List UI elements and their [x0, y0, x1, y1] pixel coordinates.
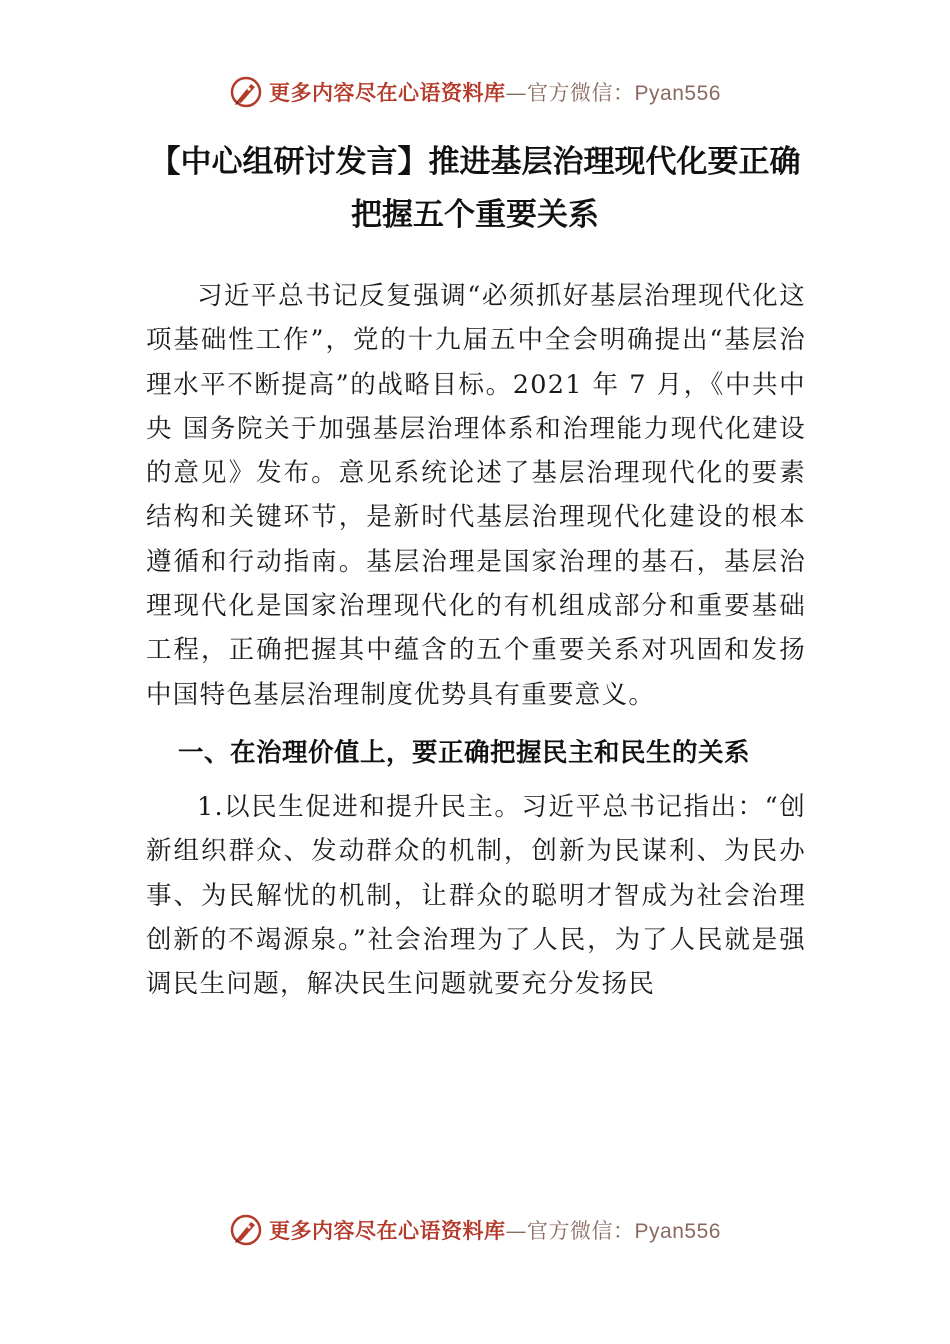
footer-wechat-id: Pyan556 [634, 1220, 721, 1243]
document-title: 【中心组研讨发言】推进基层治理现代化要正确把握五个重要关系 [149, 144, 801, 233]
intro-paragraph: 习近平总书记反复强调“必须抓好基层治理现代化这项基础性工作”，党的十九届五中全会明确提出“基层治理水平不断提高”的战略目标。2021 年 7 月，《中共中央 国务院关于加强基层治理体系和治理能力现代化建设的意见》发布。意见系统论述了基层治理现代化的要素结构和关键环节，是新时代基层治理现代化建设的根本遵循和行动指南。基层治理是国家治理的基石，基层治理现代化是国家治理现代化的有机组成部分和重要基础工程，正确把握其中蕴含的五个重要关系对巩固和发扬中国特色基层治理制度优势具有重要意义。 [146, 281, 806, 710]
header-wechat-label: 官方微信： [527, 81, 635, 105]
footer-banner-text [269, 1215, 721, 1245]
header-banner-text [269, 77, 721, 107]
header-wechat-id: Pyan556 [634, 82, 721, 105]
footer-brand-text: 更多内容尽在心语资料库 [269, 1218, 506, 1243]
document-body [146, 274, 806, 1006]
point-paragraph: 1.以民生促进和提升民主。习近平总书记指出：“创新组织群众、发动群众的机制，创新为民谋利、为民办事、为民解忧的机制，让群众的聪明才智成为社会治理创新的不竭源泉。”社会治理为了人民，为了人民就是强调民生问题，解决民生问题就要充分发扬民 [146, 791, 806, 1000]
pen-nib-logo-icon [229, 75, 263, 109]
header-brand-text: 更多内容尽在心语资料库 [269, 80, 506, 105]
footer-wechat-label: 官方微信： [527, 1219, 635, 1243]
header-banner [0, 72, 950, 112]
section-heading: 一、在治理价值上，要正确把握民主和民生的关系 [178, 737, 751, 768]
footer-banner [0, 1210, 950, 1250]
header-separator: — [505, 81, 528, 105]
footer-separator: — [505, 1219, 528, 1243]
pen-nib-logo-icon [229, 1213, 263, 1247]
